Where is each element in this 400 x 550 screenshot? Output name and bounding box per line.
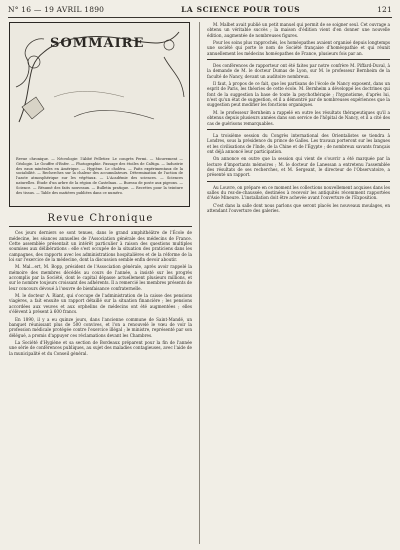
paragraph-rule — [207, 129, 390, 130]
article-paragraph: Il faut, à propos de ce fait, que les partisans de l'école de Nancy exposent, dans un esprit de Paris, les théories de cette école. M. Bernheim a développé les doctrines qui font de la suggestion la base de toute la psychothérapie ; l'hypnotisme, d'après lui, n'est qu'un état de suggestion, et il a démontré par de nombreuses expériences que la suggestion peut modifier les fonctions organiques. — [207, 81, 390, 108]
sommaire-box — [9, 22, 190, 207]
article-paragraph: M. le docteur A. Riant, qui s'occupe de l'administration de la caisse des pensions viagères, a fait ensuite un rapport détaillé sur la situation financière ; les pensions accordées aux veuves et aux orphelins de médecins ont été augmentées ; elles s'élèvent à présent à 600 francs. — [9, 293, 192, 315]
article-paragraph: Ces jours derniers se sont tenues, dans le grand amphithéâtre de l'École de médecine, les séances annuelles de l'Association générale des médecins de France. Cette assemblée présentait un intérêt particulier à raison des questions multiples soumises aux délibérations : elle s'est occupée de la situation des praticiens dans les campagnes, des rapports avec les administrations hospitalières et de la réforme de la loi sur l'exercice de la médecine, dont la discussion semble enfin devoir aboutir. — [9, 230, 192, 263]
issue-number: N° 16 — 19 AVRIL 1890 — [8, 5, 105, 14]
article-paragraph: La Société d'Hygiène et sa section de Bordeaux préparent pour la fin de l'année une série de conférences publiques, au sujet des maladies contagieuses, avec l'aide de la municipalité et du Conseil général. — [9, 339, 192, 356]
section-rule — [9, 226, 192, 227]
article-paragraph: Des conférences de rapporteur ont été faites par notre confrère M. Piffard-Duval, à la demande de M. le docteur Dumas de Lyon, sur M. le professeur Bernheim de la faculté de Nancy, devant un auditoire nombreux. — [207, 63, 390, 79]
article-paragraph: M. Mal...ert, M. Bopp, président de l'Association générale, après avoir rappelé la mémoire des membres décédés au cours de l'année, a insisté sur les progrès accomplis par la Société, dont le capital dépasse actuellement plusieurs millions, et sur le nombre toujours croissant des adhérents. Il a remercié les membres présents de leur concours dévoué à l'œuvre de bienfaisance confraternelle. — [9, 264, 192, 291]
article-paragraph: Au Louvre, on prépare en ce moment les collections nouvellement acquises dans les salles du rez-de-chaussée, destinées à recevoir les antiquités récemment rapportées d'Asie Mineure. L'installation doit être achevée avant l'ouverture de l'Exposition. — [207, 184, 391, 201]
right-column — [207, 22, 390, 544]
article-paragraph: Pour les soins plus rapprochés, les homéopathes avaient organisé depuis longtemps une société qui porte le nom de Société française d'homéopathie et qui réunit annuellement les médecins homéopathes de France, plusieurs fois par an. — [207, 40, 390, 56]
running-header — [8, 5, 392, 18]
left-column — [9, 22, 192, 544]
article-paragraph: On annonce en outre que la session qui vient de s'ouvrir a été marquée par la lecture d'importants mémoires ; M. le docteur de Lanessan a entretenu l'assemblée des résultats de ses recherches, et M. Sergeant, le directeur de l'Observatoire, a présenté un rapport. — [207, 156, 390, 178]
paragraph-rule — [207, 59, 390, 60]
article-paragraph: La troisième session du Congrès international des Orientalistes se tiendra à Londres, sous la présidence du prince de Galles. Les travaux porteront sur les langues et les civilisations de l'Inde, de la Chine et de l'Égypte ; de nombreux savants français ont déjà annoncé leur participation. — [207, 132, 390, 154]
article-paragraph: En 1890, il y a eu quinze jours, dans l'ancienne commune de Saint-Mandé, un banquet réunissant plus de 500 convives, et l'on a renouvelé le vœu de voir la profession médicale protégée contre l'exercice illégal ; le ministre, représenté par son délégué, a promis d'appuyer ces réclamations devant les Chambres. — [9, 316, 192, 338]
journal-title: LA SCIENCE POUR TOUS — [181, 5, 301, 14]
sommaire-title: SOMMAIRE — [50, 36, 145, 51]
article-paragraph: M. le professeur Bernheim a rappelé en outre les résultats thérapeutiques qu'il a obtenus depuis plusieurs années dans son service de l'hôpital de Nancy, et il a cité des cas de guérisons remarquables. — [207, 109, 390, 126]
article-paragraph: M. Malbet avait publié un petit manuel qui permit de se soigner seul. Cet ouvrage a obtenu un véritable succès ; la maison d'édition vient d'en donner une nouvelle édition, augmentée de nombreuses figures. — [207, 22, 390, 38]
sommaire-contents: Revue chronique. — Nécrologie: l'Abbé Pelletier. Le congrès Fermi. — Mouvement — Géologie. Le Gouffre d'Enfer. — Photographie. Passage des étoiles de Caltiga. — Industrie des eaux minérales en Amérique. — Hygiène. Le choléra. — Faits expérimentaux de la sociabilité. — Recherches sur la chaleur des accumulateurs. Détermination de l'action de l'azote atmosphérique sur les végétaux. — L'Académie des sciences. — Sciences naturelles. Étude d'un arbre de la région de Castelnau. — Bureau de poste aux pigeons. — Science. — Résumé des faits nouveaux. — Bulletin pratique. — Recettes pour la teinture des tissus. — Table des matières publiées dans ce numéro. — [16, 157, 183, 195]
section-title: Revue Chronique — [47, 213, 154, 224]
article-paragraph: C'est dans la salle dont nous parlons que seront placés les nouveaux moulages, en attendant l'ouverture des galeries. — [207, 202, 390, 213]
paragraph-rule — [207, 181, 390, 182]
page-number: 121 — [377, 5, 392, 14]
column-divider — [199, 22, 200, 544]
